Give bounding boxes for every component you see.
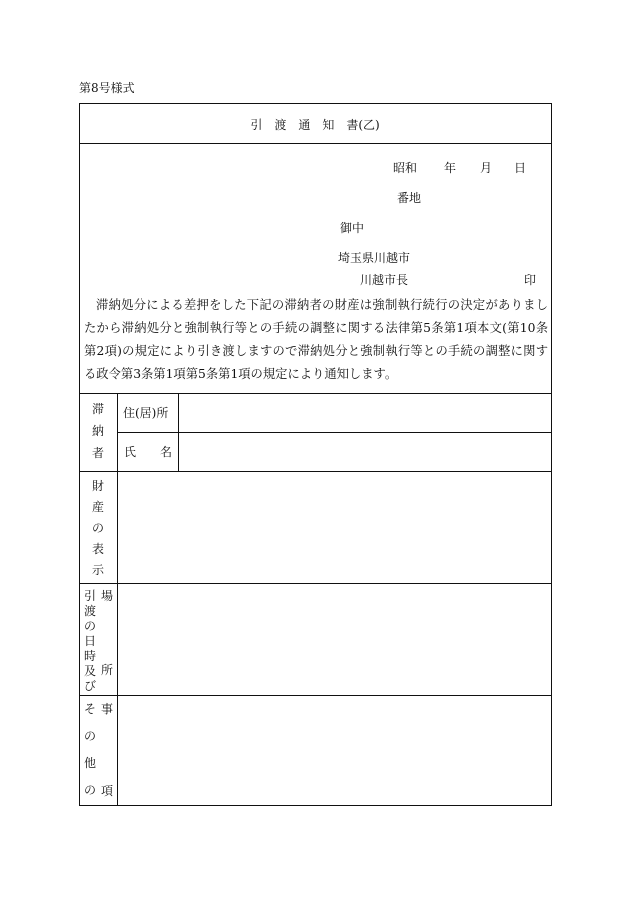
address-field-label: 住(居)所 <box>123 406 169 420</box>
notice-body <box>84 294 548 386</box>
handover-label-char: 時 <box>83 649 96 663</box>
delinquent-label-char: 滞 <box>91 402 104 416</box>
property-label <box>90 480 106 576</box>
other-label-char: の <box>83 729 96 743</box>
title-divider <box>79 143 552 144</box>
other-label-col1 <box>82 703 98 796</box>
handover-label-char: 日 <box>83 634 96 648</box>
other-divider <box>79 695 552 696</box>
seal-mark: 印 <box>524 273 537 287</box>
other-label-char: 項 <box>100 784 113 798</box>
handover-label-char: 所 <box>100 663 113 677</box>
delinquent-label-char: 者 <box>91 446 104 460</box>
handover-label-char: 渡 <box>83 604 96 618</box>
month-label: 月 <box>480 161 493 175</box>
delinquent-label <box>90 403 106 459</box>
property-label-char: 示 <box>91 563 104 577</box>
other-label-char: 事 <box>100 702 113 716</box>
address-label: 番地 <box>397 191 422 205</box>
era-label: 昭和 <box>393 161 418 175</box>
form-number: 第8号様式 <box>79 81 135 95</box>
name-field-label: 氏 名 <box>124 445 173 459</box>
label-column-divider <box>117 393 118 806</box>
handover-label-char: の <box>83 619 96 633</box>
document-title: 引 渡 通 知 書(乙) <box>250 118 380 132</box>
day-label: 日 <box>514 161 527 175</box>
property-label-char: の <box>91 521 104 535</box>
property-divider <box>79 471 552 472</box>
year-label: 年 <box>444 161 457 175</box>
handover-divider <box>79 583 552 584</box>
handover-label-char: 場 <box>100 589 113 603</box>
body-divider <box>79 393 552 394</box>
property-label-char: 産 <box>91 500 104 514</box>
handover-label-char: 及 <box>83 664 96 678</box>
other-label-char: そ <box>83 702 96 716</box>
property-label-char: 表 <box>91 542 104 556</box>
other-label-char: 他 <box>83 756 96 770</box>
property-label-char: 財 <box>91 479 104 493</box>
addressee-suffix: 御中 <box>340 221 365 235</box>
issuer-city: 埼玉県川越市 <box>338 251 411 265</box>
handover-label-char: 引 <box>83 589 96 603</box>
notice-body-text: 滞納処分による差押をした下記の滞納者の財産は強制執行続行の決定がありましたから滞納処分と強制執行等との手続の調整に関する法律第5条第1項本文(第10条第2項)の規定により引き渡しますので滞納処分と強制執行等との手続の調整に関する政令第3条第1項第5条第1項の規定により通知します。 <box>84 298 548 381</box>
delinquent-label-char: 納 <box>91 424 104 438</box>
address-name-divider <box>117 432 552 433</box>
issuer-title: 川越市長 <box>360 273 409 287</box>
handover-label-col1 <box>82 590 98 692</box>
other-label-char: の <box>83 783 96 797</box>
other-label-col2 <box>99 703 115 797</box>
handover-label-char: び <box>83 679 96 693</box>
sublabel-column-divider <box>178 393 179 471</box>
handover-label-col2 <box>99 590 115 676</box>
